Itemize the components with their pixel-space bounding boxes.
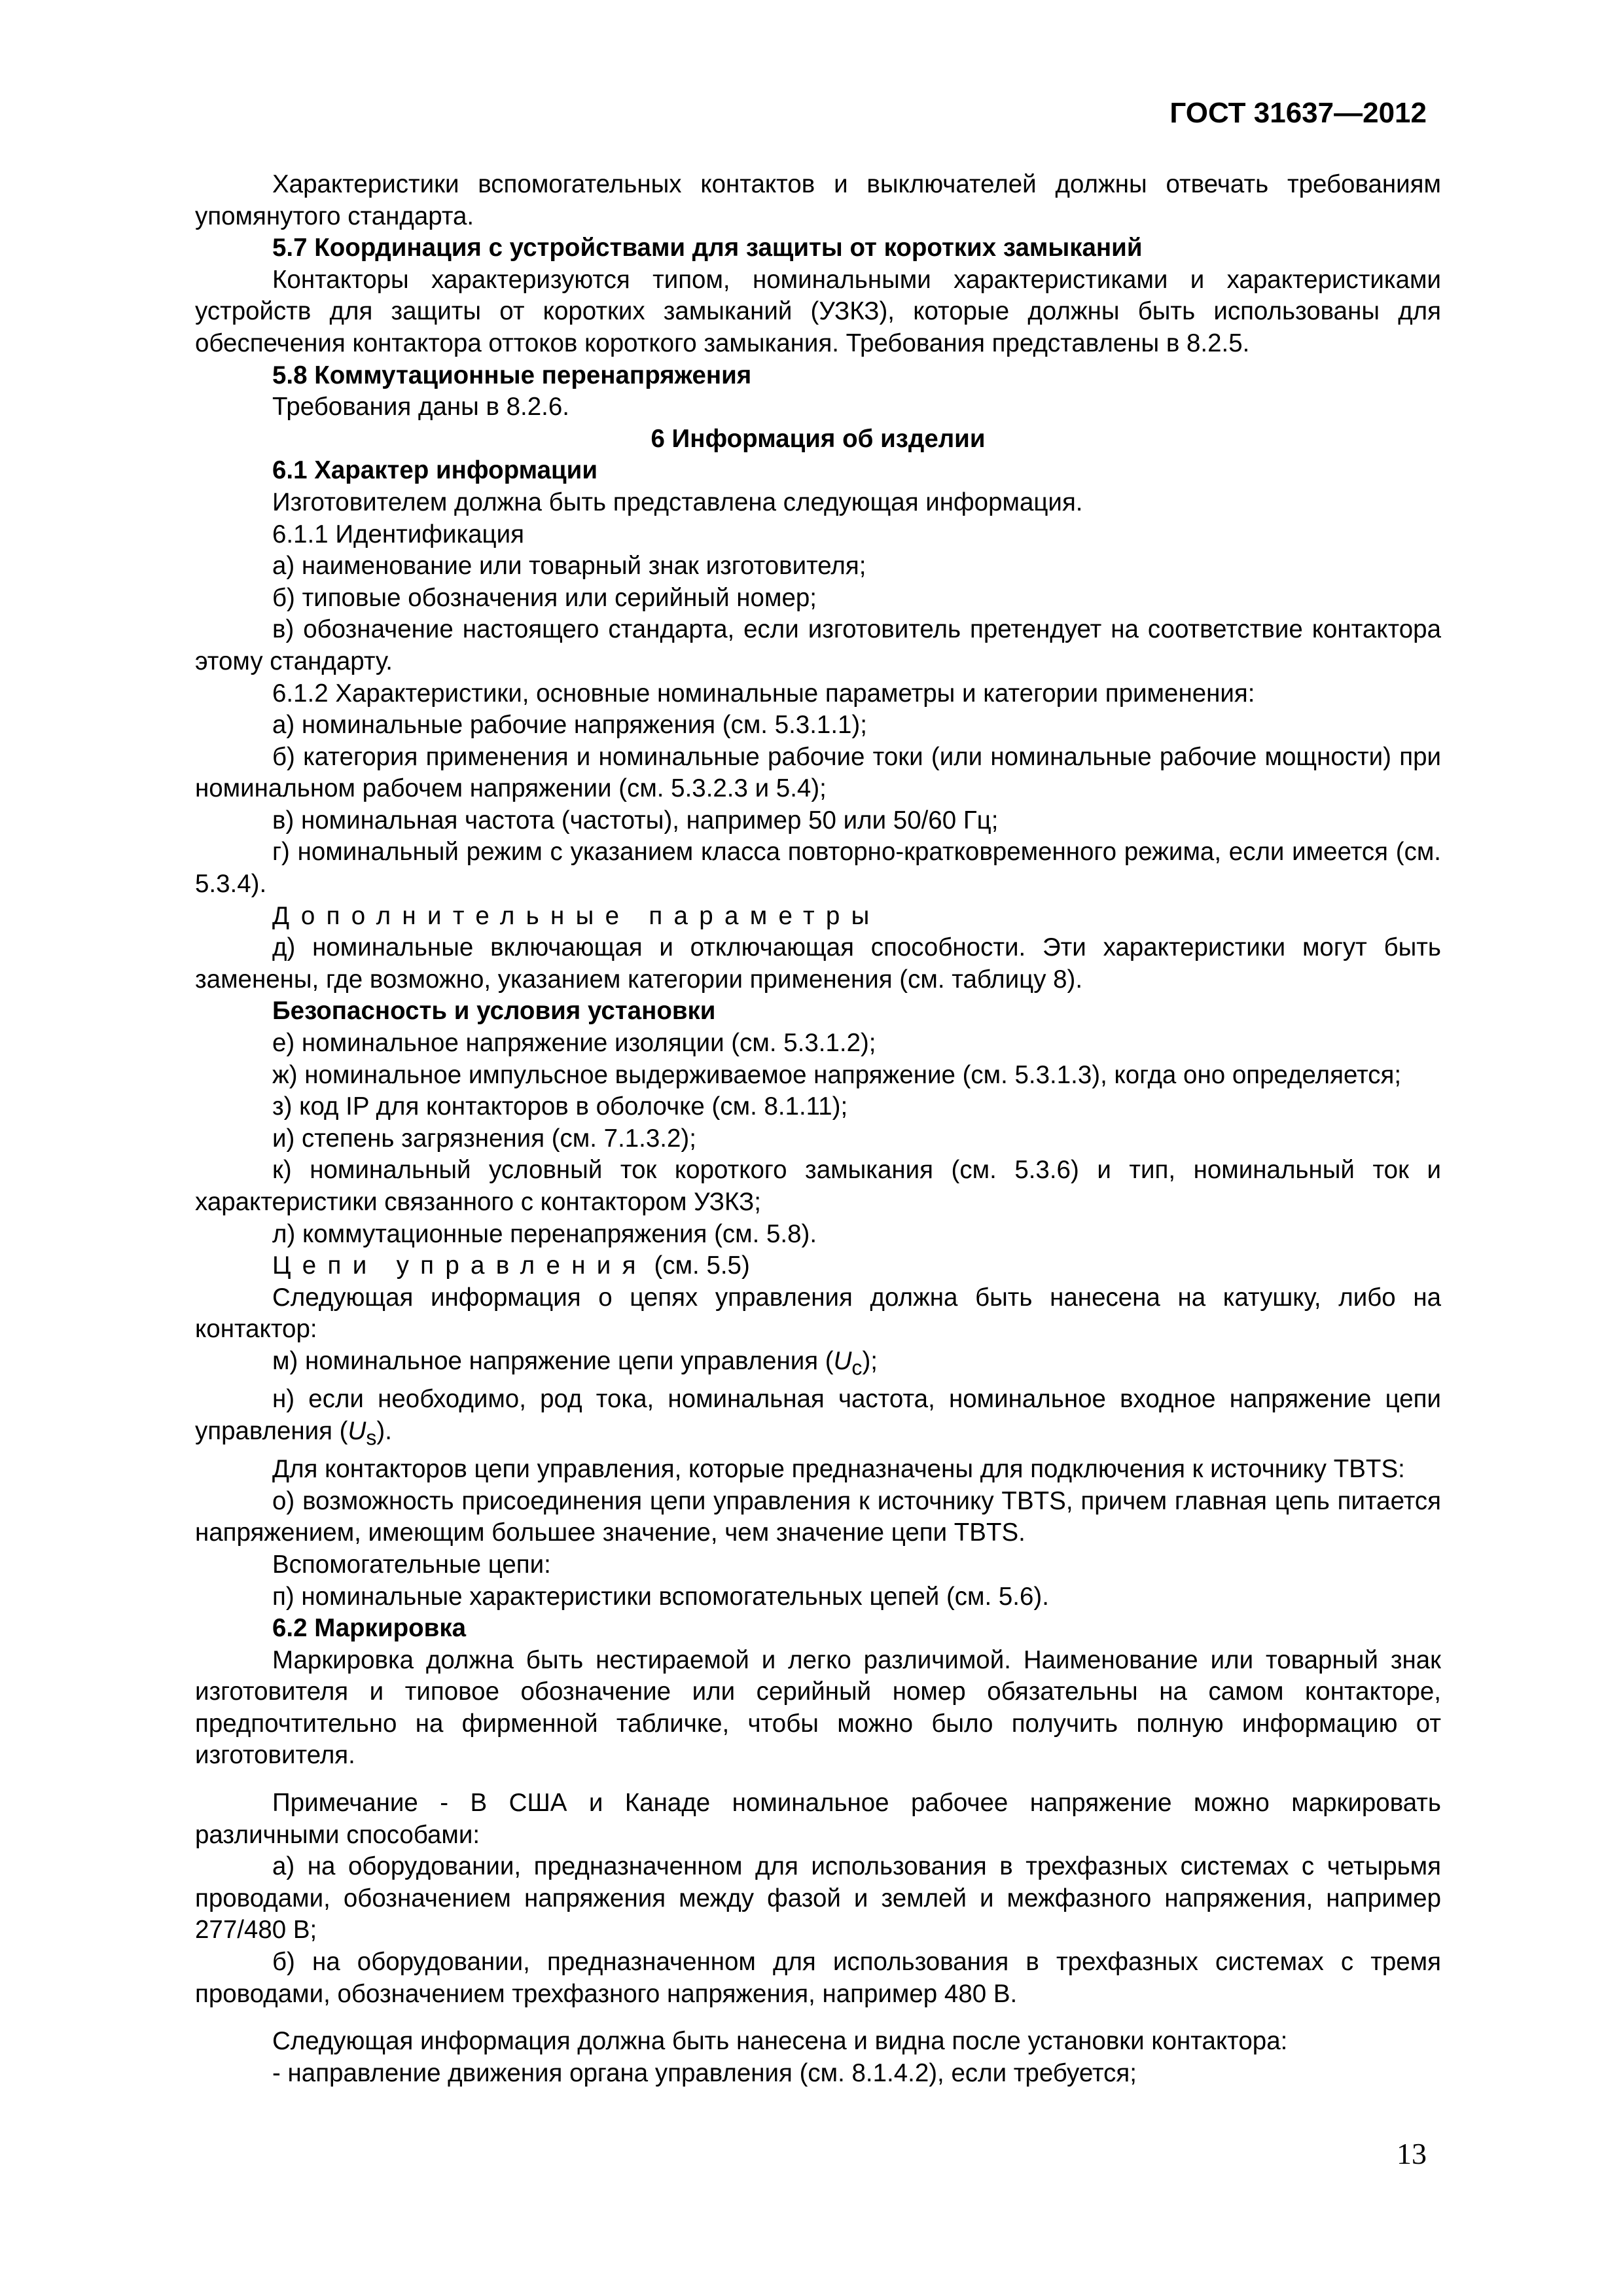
list-item-ending: ); [862,1346,878,1375]
list-item-ending: ). [376,1416,392,1445]
paragraph: Требования даны в 8.2.6. [272,393,569,422]
spaced-heading: Дополнительные параметры [272,901,881,930]
paragraph: Изготовителем должна быть представлена следующая информация. [272,488,1083,516]
list-item [195,1346,1441,1384]
symbol-subscript: s [366,1426,377,1450]
paragraph: Вспомогательные цепи: [272,1550,551,1579]
symbol-subscript: c [851,1355,863,1380]
section-heading: 6.2 Маркировка [272,1614,467,1643]
list-item: е) номинальное напряжение изоляции (см. 5.3.1.2); [272,1029,876,1058]
list-item: а) номинальные рабочие напряжения (см. 5.3.1.1); [272,711,867,740]
subsection-heading: 6.1.1 Идентификация [272,520,524,548]
note-item: а) на оборудовании, предназначенном для использования в трехфазных системах с четырьмя проводами, обозначением напряжения между фазой и землей и межфазного напряжения, например 277/480 В; [195,1852,1441,1945]
page-number: 13 [1397,2137,1427,2170]
list-item: ж) номинальное импульсное выдерживаемое напряжение (см. 5.3.1.3), когда оно определяется; [272,1060,1402,1089]
paragraph: Следующая информация о цепях управления должна быть нанесена на катушку, либо на контактор: [195,1283,1441,1344]
section-heading: 5.8 Коммутационные перенапряжения [272,361,752,389]
list-item: п) номинальные характеристики вспомогательных цепей (см. 5.6). [272,1582,1049,1611]
list-item: б) категория применения и номинальные рабочие токи (или номинальные рабочие мощности) при номинальном рабочем напряжении (см. 5.3.2.3 и 5.4); [195,742,1441,803]
list-item-text: н) если необходимо, род тока, номинальная частота, номинальное входное напряжение цепи управления ( [195,1385,1441,1445]
paragraph: Контакторы характеризуются типом, номинальными характеристиками и характеристиками устройств для защиты от коротких замыканий (УЗКЗ), которые должны быть использованы для обеспечения контактора оттоков короткого замыкания. Требования представлены в 8.2.5. [195,265,1441,357]
note: Примечание - В США и Канаде номинальное рабочее напряжение можно маркировать различными способами: [195,1789,1441,1849]
bold-subheading: Безопасность и условия установки [272,997,716,1026]
list-item [195,1384,1441,1454]
list-item: о) возможность присоединения цепи управления к источнику TBTS, причем главная цепь питается напряжением, имеющим большее значение, чем значение цепи TBTS. [195,1486,1441,1547]
paragraph: Следующая информация должна быть нанесена и видна после установки контактора: [272,2027,1288,2056]
section-heading: 6.1 Характер информации [272,456,598,485]
subsection-heading: 6.1.2 Характеристики, основные номинальные параметры и категории применения: [272,679,1255,708]
note-item: б) на оборудовании, предназначенном для использования в трехфазных системах с тремя проводами, обозначением трехфазного напряжения, например 480 В. [195,1948,1441,2008]
list-item: г) номинальный режим с указанием класса повторно-кратковременного режима, если имеется (см. 5.3.4). [195,838,1441,899]
symbol-u: U [833,1346,852,1375]
document-body [195,169,1441,2089]
list-item: и) степень загрязнения (см. 7.1.3.2); [272,1124,696,1153]
spaced-heading: Цепи управления [272,1251,647,1280]
list-item: к) номинальный условный ток короткого замыкания (см. 5.3.6) и тип, номинальный ток и характеристики связанного с контактором УЗКЗ; [195,1156,1441,1216]
list-item: д) номинальные включающая и отключающая способности. Эти характеристики могут быть заменены, где возможно, указанием категории применения (см. таблицу 8). [195,933,1441,994]
chapter-heading: 6 Информация об изделии [651,424,986,453]
paragraph: Характеристики вспомогательных контактов и выключателей должны отвечать требованиям упомянутого стандарта. [195,170,1441,230]
paragraph: Для контакторов цепи управления, которые предназначены для подключения к источнику TBTS: [272,1455,1405,1484]
section-heading: 5.7 Координация с устройствами для защиты от коротких замыканий [272,234,1143,262]
list-item: а) наименование или товарный знак изготовителя; [272,552,866,581]
list-item: в) обозначение настоящего стандарта, если изготовитель претендует на соответствие контактора этому стандарту. [195,615,1441,675]
list-item: з) код IP для контакторов в оболочке (см. 8.1.11); [272,1092,848,1121]
control-circuits-heading [195,1250,1441,1282]
list-item: в) номинальная частота (частоты), например 50 или 50/60 Гц; [272,806,999,834]
list-item: - направление движения органа управления (см. 8.1.4.2), если требуется; [272,2058,1137,2087]
list-item-text: м) номинальное напряжение цепи управления ( [272,1346,834,1375]
standard-designation: ГОСТ 31637—2012 [1169,97,1427,129]
list-item: б) типовые обозначения или серийный номер; [272,583,817,612]
list-item: л) коммутационные перенапряжения (см. 5.8). [272,1219,817,1248]
heading-reference: (см. 5.5) [647,1251,750,1280]
symbol-u: U [348,1416,366,1445]
paragraph: Маркировка должна быть нестираемой и легко различимой. Наименование или товарный знак изготовителя и типовое обозначение или серийный номер обязательны на самом контакторе, предпочтительно на фирменной табличке, чтобы можно было получить полную информацию от изготовителя. [195,1645,1441,1770]
